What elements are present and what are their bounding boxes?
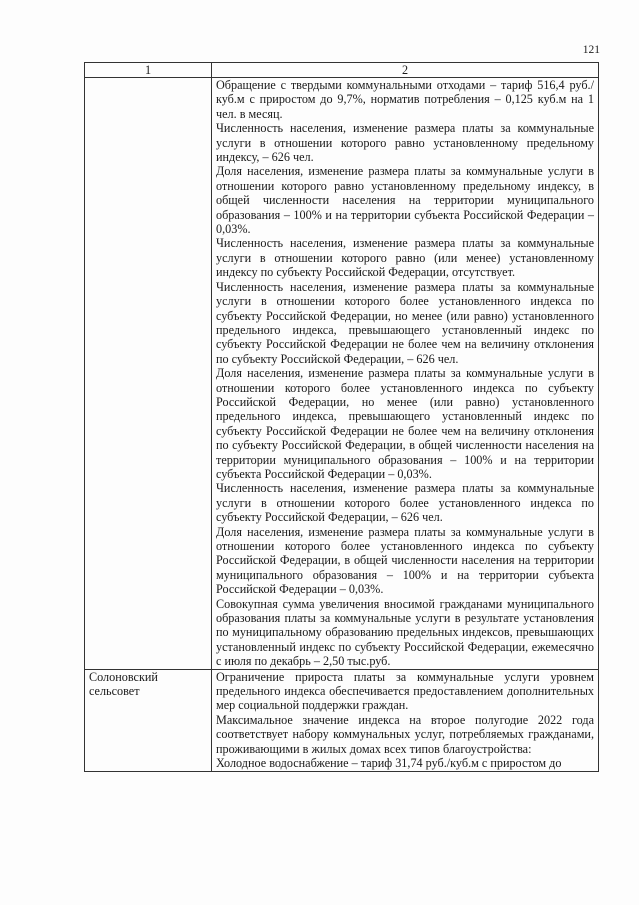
paragraph: Численность населения, изменение размера платы за коммунальные услуги в отношении которого равно (или менее) установленному индексу по субъекту Российской Федерации, отсутствует. [216,236,594,280]
paragraph: Обращение с твердыми коммунальными отходами – тариф 516,4 руб./куб.м с приростом до 9,7%, норматив потребления – 0,125 куб.м на 1 чел. в месяц. [216,78,594,121]
description-cell [212,669,599,771]
paragraph: Совокупная сумма увеличения вносимой гражданами муниципального образования платы за коммунальные услуги в результате установления по муниципальному образованию предельных индексов, превышающих установленный индекс по субъекту Российской Федерации, ежемесячно с июля по декабрь – 2,50 тыс.руб. [216,596,594,669]
table-header-row [85,63,599,78]
paragraph: Максимальное значение индекса на второе полугодие 2022 года соответствует набору коммунальных услуг, потребляемых гражданами, проживающими в жилых домах всех типов благоустройства: [216,712,594,756]
paragraph: Численность населения, изменение размера платы за коммунальные услуги в отношении которого равно установленному предельному индексу, – 626 чел. [216,121,594,165]
description-cell [212,78,599,670]
table-row [85,669,599,771]
page-number: 121 [582,44,600,56]
paragraph: Ограничение прироста платы за коммунальные услуги уровнем предельного индекса обеспечивается предоставлением дополнительных мер социальной поддержки граждан. [216,669,594,713]
table-row [85,78,599,670]
paragraph: Доля населения, изменение размера платы за коммунальные услуги в отношении которого более установленного индекса по субъекту Российской Федерации, но менее (или равно) установленного предельного индекса, превышающего установленный индекс по субъекту Российской Федерации не более чем на величину отклонения по субъекту Российской Федерации, в общей численности населения на территории муниципального образования – 100% и на территории субъекта Российской Федерации – 0,03%. [216,366,594,481]
column-header-2: 2 [212,63,599,78]
column-header-1: 1 [85,63,212,78]
paragraph: Численность населения, изменение размера платы за коммунальные услуги в отношении которого более установленного индекса по субъекту Российской Федерации, – 626 чел. [216,481,594,525]
municipality-cell [85,78,212,670]
municipality-cell: Солоновский сельсовет [85,669,212,771]
paragraph: Доля населения, изменение размера платы за коммунальные услуги в отношении которого равно установленному предельному индексу, в общей численности населения на территории муниципального образования – 100% и на территории субъекта Российской Федерации – 0,03%. [216,164,594,237]
paragraph: Численность населения, изменение размера платы за коммунальные услуги в отношении которого более установленного индекса по субъекту Российской Федерации, но менее (или равно) установленного предельного индекса, превышающего установленный индекс по субъекту Российской Федерации не более чем на величину отклонения по субъекту Российской Федерации, – 626 чел. [216,279,594,366]
paragraph: Холодное водоснабжение – тариф 31,74 руб./куб.м с приростом до [216,756,562,771]
paragraph: Доля населения, изменение размера платы за коммунальные услуги в отношении которого более установленного индекса по субъекту Российской Федерации, в общей численности населения на территории муниципального образования – 100% и на территории субъекта Российской Федерации – 0,03%. [216,524,594,597]
municipal-table [84,62,599,772]
